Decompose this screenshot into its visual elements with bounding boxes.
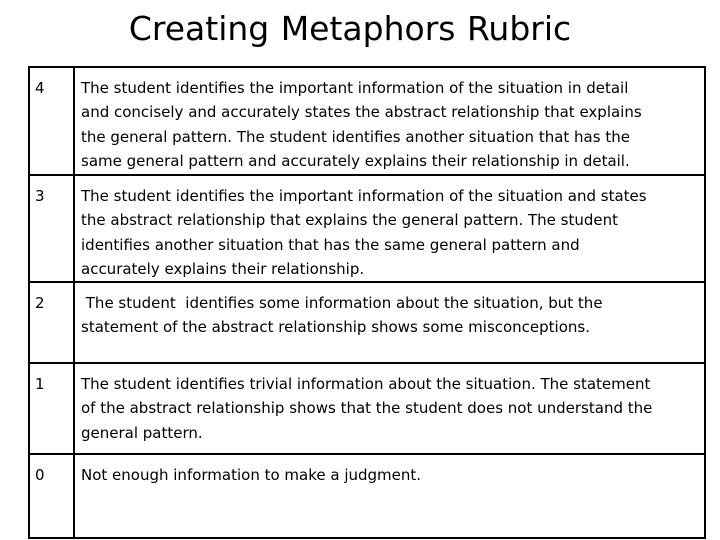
rubric-row-2 [29, 282, 705, 363]
rubric-row-0 [29, 454, 705, 538]
description-line: The student identifies trivial information about the situation. The statement [81, 375, 651, 394]
score-cell: 0 [29, 454, 74, 538]
description-line: The student identifies the important information of the situation and states [81, 187, 647, 205]
description-line: and concisely and accurately states the abstract relationship that explains [81, 103, 642, 122]
score-cell: 4 [29, 67, 74, 175]
description-line: accurately explains their relationship. [81, 259, 365, 278]
page-title: Creating Metaphors Rubric [128, 9, 572, 48]
description-line: general pattern. [81, 423, 203, 442]
description-cell [74, 363, 705, 454]
description-line: the general pattern. The student identifies another situation that has the [81, 127, 630, 146]
score-cell: 3 [29, 175, 74, 282]
description-line: The student identifies some information about the situation, but the [81, 294, 603, 313]
rubric-table [28, 66, 706, 539]
rubric-row-1 [29, 363, 705, 454]
description-line: The student identifies the important information of the situation in detail [81, 79, 629, 97]
description-line: identifies another situation that has the same general pattern and [81, 235, 580, 254]
description-cell [74, 282, 705, 363]
description-cell [74, 454, 705, 538]
description-cell [74, 175, 705, 282]
description-cell [74, 67, 705, 175]
description-line: statement of the abstract relationship shows some misconceptions. [81, 318, 590, 337]
rubric-row-3 [29, 175, 705, 282]
description-line: same general pattern and accurately explains their relationship in detail. [81, 151, 630, 170]
score-cell: 2 [29, 282, 74, 363]
description-line: the abstract relationship that explains the general pattern. The student [81, 211, 619, 230]
score-cell: 1 [29, 363, 74, 454]
rubric-row-4 [29, 67, 705, 175]
description-line: Not enough information to make a judgment. [81, 466, 422, 485]
description-line: of the abstract relationship shows that the student does not understand the [81, 399, 653, 418]
